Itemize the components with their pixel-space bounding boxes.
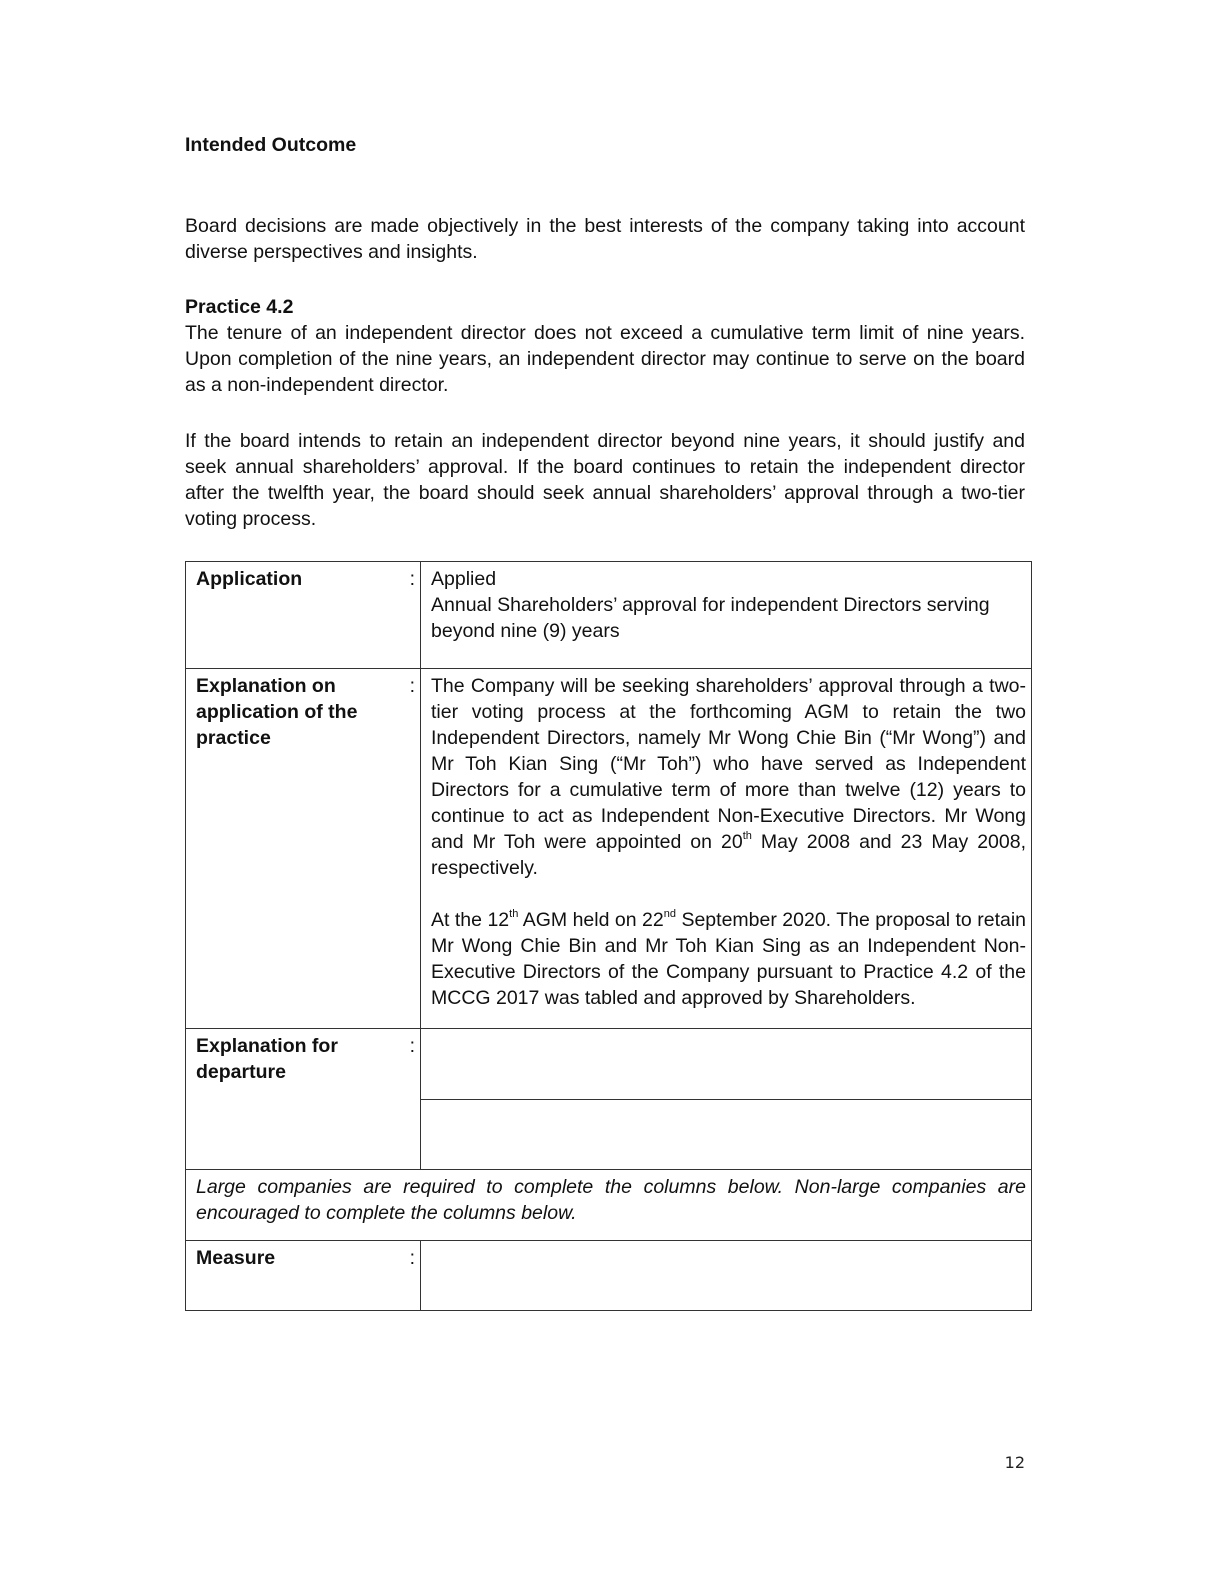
application-label-cell	[186, 562, 421, 669]
section-heading: Intended Outcome	[185, 134, 357, 156]
large-companies-note-row	[186, 1170, 1032, 1241]
colon: :	[409, 675, 415, 697]
application-status: Applied	[431, 568, 497, 590]
colon: :	[409, 1035, 415, 1057]
explanation-value-cell	[421, 669, 1032, 1029]
explanation-label-cell	[186, 669, 421, 1029]
measure-row	[186, 1241, 1032, 1311]
explanation-row	[186, 669, 1032, 1029]
ordinal-suffix: th	[742, 829, 752, 842]
intended-outcome-text: Board decisions are made objectively in the best interests of the company taking into account diverse perspectives and insights.	[185, 215, 1025, 263]
colon: :	[409, 1247, 415, 1269]
practice-block	[185, 294, 1025, 398]
large-companies-note: Large companies are required to complete the columns below. Non-large companies are encouraged to complete the columns below.	[186, 1170, 1032, 1241]
departure-value-cell	[421, 1029, 1032, 1100]
application-label: Application	[196, 568, 303, 590]
practice-title: Practice 4.2	[185, 296, 294, 318]
departure-value-cell-2	[421, 1100, 1032, 1170]
explanation-label: Explanation on application of the practice	[196, 675, 358, 749]
explanation-p1-text-a: The Company will be seeking shareholders’ approval through a two-tier voting process at the forthcoming AGM to retain the two Independent Directors, namely Mr Wong Chie Bin (“Mr Wong”) and Mr Toh Kian Sing (“Mr Toh”) who have served as Independent Directors for a cumulative term of more than twelve (12) years to continue to act as Independent Non-Executive Directors. Mr Wong and Mr Toh were appointed on 20	[431, 675, 1026, 853]
measure-label: Measure	[196, 1247, 276, 1269]
measure-value-cell	[421, 1241, 1032, 1311]
application-detail: Annual Shareholders’ approval for independent Directors serving beyond nine (9) years	[431, 594, 990, 642]
practice-text-1: The tenure of an independent director does not exceed a cumulative term limit of nine years. Upon completion of the nine years, an independent director may continue to serve on the board as a non-independent director.	[185, 322, 1025, 396]
measure-label-cell	[186, 1241, 421, 1311]
page-number: 12	[1004, 1453, 1025, 1472]
explanation-paragraph-2	[431, 907, 1026, 1011]
explanation-p2-text-b: AGM held on 22	[518, 909, 664, 931]
ordinal-suffix: th	[509, 907, 519, 920]
explanation-paragraph-1	[431, 673, 1026, 881]
ordinal-suffix: nd	[663, 907, 676, 920]
application-value-cell	[421, 562, 1032, 669]
explanation-p2-text-a: At the 12	[431, 909, 510, 931]
departure-label: Explanation for departure	[196, 1035, 338, 1083]
departure-label-cell	[186, 1029, 421, 1170]
application-table	[185, 561, 1032, 1311]
departure-row	[186, 1029, 1032, 1100]
explanation-p1-text-b: May 2008 and 23 May 2008, respectively.	[431, 831, 1026, 879]
application-row	[186, 562, 1032, 669]
explanation-p2-text-c: September 2020. The proposal to retain Mr Wong Chie Bin and Mr Toh Kian Sing as an Independent Non-Executive Directors of the Company pursuant to Practice 4.2 of the MCCG 2017 was tabled and approved by Shareholders.	[431, 909, 1027, 1009]
colon: :	[409, 568, 415, 590]
practice-text-2: If the board intends to retain an independent director beyond nine years, it should justify and seek annual shareholders’ approval. If the board continues to retain the independent director after the twelfth year, the board should seek annual shareholders’ approval through a two-tier voting process.	[185, 430, 1025, 530]
